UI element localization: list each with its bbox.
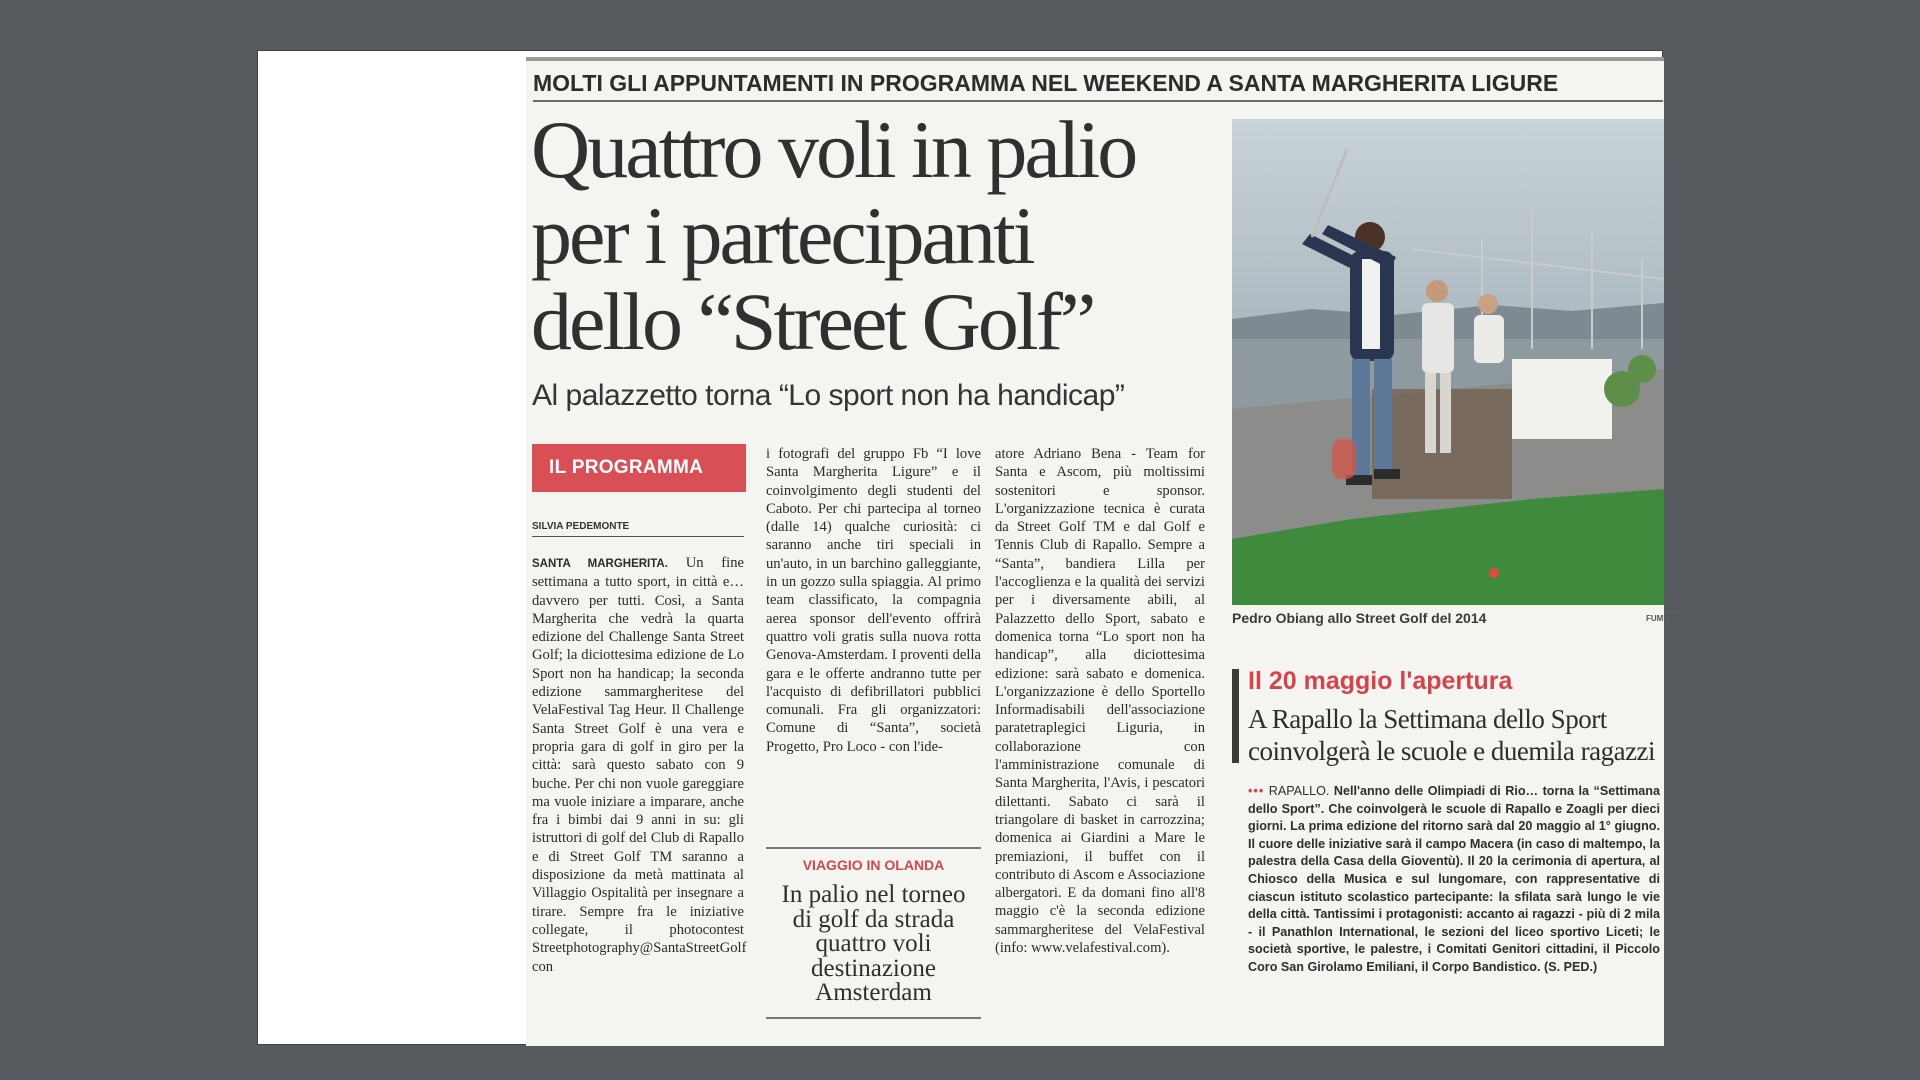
olanda-headline-line: In palio nel torneo [781, 881, 966, 908]
article-headline [531, 104, 1231, 367]
sidebar-kicker: Il 20 maggio l'apertura [1248, 667, 1513, 695]
olanda-kicker: VIAGGIO IN OLANDA [802, 857, 945, 873]
sidebar-place: RAPALLO. [1268, 784, 1330, 798]
column-text: Un fine settimana a tutto sport, in città e… davvero per tutti. Così, a Santa Margherita che vedrà la quarta edizione del Challenge Santa Street Golf; la diciottesima edizione de Lo Sport non ha handicap; la seconda edizione sammargheritese del VelaFestival Tag Heur. Il Challenge Santa Street Golf è una vera e propria gara di golf in giro per la città: sarà questo sabato con 9 buche. Per chi non vuole gareggiare ma vuole iniziare a imparare, anche fra i bimbi dai 9 anni in su: gli istruttori di golf del Club di Rapallo e di Street Golf TM saranno a disposizione da metà mattinata al Villaggio Ospitalità per insegnare a tirare. Sempre fra le iniziative collegate, il photocontest Streetphotography@SantaStreetGolf con [532, 555, 747, 975]
box-rule-top [766, 847, 981, 849]
bullet-dots: ••• [1248, 784, 1265, 798]
sidebar-headline-line: coinvolgerà le scuole e duemila ragazzi [1248, 736, 1656, 766]
headline-line: Quattro voli in palio [531, 104, 1136, 195]
lead-place: SANTA MARGHERITA. [532, 558, 668, 570]
sidebar-text: Nell'anno delle Olimpiadi di Rio… torna la “Settimana dello Sport”. Che coinvolgerà le scuole di Rapallo e Zoagli per dieci giorni. La prima edizione del ritorno sarà dal 20 maggio al 1° giugno. Il cuore delle iniziative sarà il campo Macera (in caso di maltempo, la palestra della Casa della Gioventù). Il 20 la cerimonia di apertura, al Chiosco della Musica e sul lungomare, con rappresentative di ciascun istituto scolastico partecipante: la sfilata sarà lungo le vie della città. Tantissimi i protagonisti: accanto ai ragazzi - più di 2 mila - il Panathlon International, le sezioni del liceo sportivo Liceti; le società sportive, le palestre, i Comitati Genitori cittadini, il Piccolo Coro San Girolamo Emiliani, il Corpo Bandistico. [1248, 784, 1661, 974]
photo-credit: FUMETTO [1646, 614, 1685, 623]
sidebar-headline-line: A Rapallo la Settimana dello Sport [1248, 704, 1607, 734]
olanda-headline-line: destinazione [811, 954, 936, 982]
photo-caption: Pedro Obiang allo Street Golf del 2014 [1232, 610, 1487, 626]
sidebar-signature: (S. PED.) [1544, 959, 1598, 974]
article-column-2: i fotografi del gruppo Fb “I love Santa Margherita Ligure” e il coinvolgimento degli studenti del Caboto. Per chi partecipa al torneo (dalle 14) qualche curiosità: ci saranno anche tiri speciali in un'auto, in un barchino galleggiante, in un gozzo sulla spiaggia. Al primo team classificato, la compagnia aerea sponsor dell'evento offrirà quattro voli gratis sulla nuova rotta Genova-Amsterdam. I proventi della gara e le offerte andranno tutte per l'acquisto di defibrillatori pubblici comunali. Fra gli organizzatori: Comune di “Santa”, società Progetto, Pro Loco - con l'ide- [766, 446, 981, 755]
golf-photo [1232, 119, 1664, 605]
sidebar-headline [1248, 703, 1660, 767]
olanda-headline-line: di golf da strada [792, 905, 955, 933]
program-badge: IL PROGRAMMA [532, 444, 746, 492]
olanda-headline-line: Amsterdam [815, 979, 932, 1006]
sidebar-accent-bar [1232, 669, 1239, 763]
newspaper-clipping [526, 57, 1685, 1046]
sidebar-body [1248, 783, 1660, 977]
article-byline: SILVIA PEDEMONTE [532, 521, 744, 537]
olanda-headline [766, 883, 981, 1006]
article-column-3: atore Adriano Bena - Team for Santa e Ascom, più moltissimi sostenitori e sponsor. L'organizzazione tecnica è curata da Street Golf TM e dal Golf e Tennis Club di Rapallo. Sempre a “Santa”, bandiera Lilla per l'accoglienza e la qualità dei servizi per i diversamente abili, al Palazzetto dello Sport, sabato e domenica torna “Lo sport non ha handicap”, alla diciottesima edizione: sarà sabato e domenica. L'organizzazione è dello Sportello Informadisabili dell'associazione paratetraplegici Liguria, in collaborazione con l'amministrazione comunale di Santa Margherita, l'Avis, i pescatori dilettanti. Sabato ci sarà il triangolare di basket in carrozzina; domenica ai Giardini a Mare le premiazioni, il buffet con il contributo di Ascom e Associazione albergatori. E da domani fino all'8 maggio c'è la seconda edizione sammargheritese del VelaFestival (info: www.velafestival.com). [995, 446, 1205, 957]
headline-line: per i partecipanti [531, 190, 1033, 281]
headline-line: dello “Street Golf” [531, 276, 1094, 367]
box-rule-bottom [766, 1017, 981, 1019]
article-kicker: MOLTI GLI APPUNTAMENTI IN PROGRAMMA NEL WEEKEND A SANTA MARGHERITA LIGURE [533, 70, 1663, 102]
article-subhead: Al palazzetto torna “Lo sport non ha handicap” [532, 379, 1125, 412]
slide-page [257, 50, 1685, 1045]
top-rule [526, 57, 1664, 61]
article-column-1 [532, 554, 747, 976]
olanda-headline-line: quattro voli [815, 930, 932, 957]
golf-photo-image [1232, 119, 1664, 605]
